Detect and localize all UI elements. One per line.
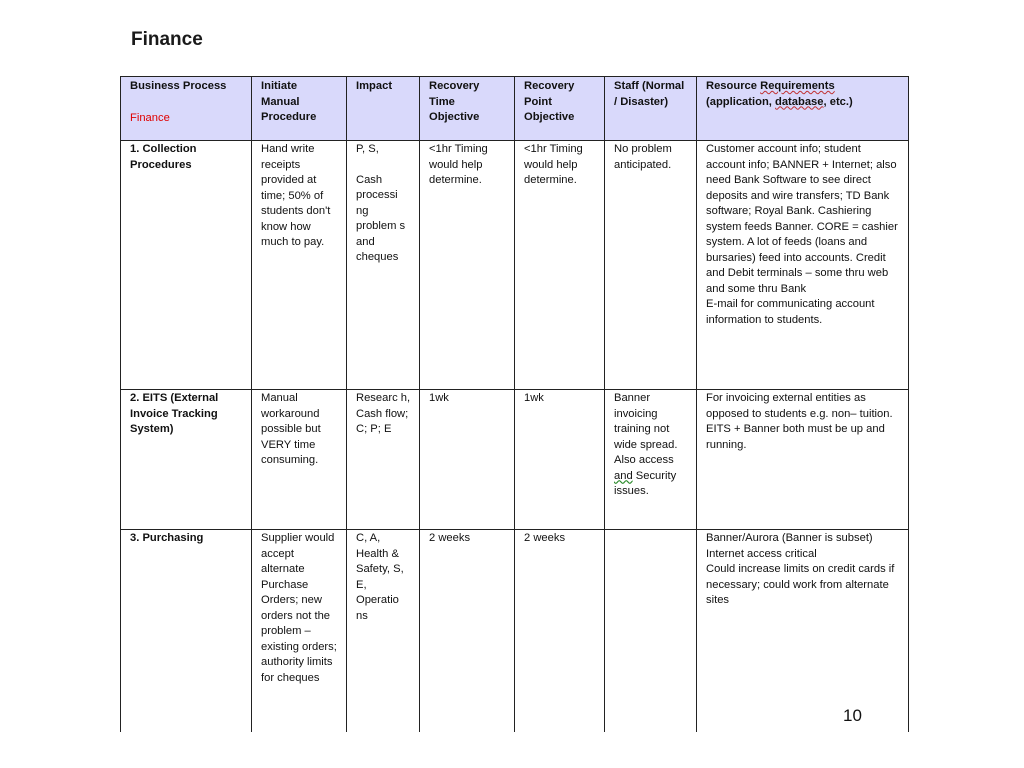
header-resource-prefix: Resource xyxy=(706,80,761,92)
rto-cell: <1hr Timing would help determine. xyxy=(420,141,515,390)
resources-line: Customer account info; student account info; BANNER + Internet; also need Bank Software to see direct deposits and wire transfers; TD Bank software; Royal Bank. Cashiering system feeds Banner. CORE = cashier system. A lot of feeds (loans and bursaries) feed into accounts. Credit and Debit terminals – some thru web and some thru Bank xyxy=(706,143,898,295)
manual-cell: Supplier would accept alternate Purchase Orders; new orders not the problem – existing orders; authority limits for cheques xyxy=(252,530,347,733)
staff-text: Banner invoicing training not wide spread. Also access xyxy=(614,392,678,466)
resources-line: Banner/Aurora (Banner is subset) xyxy=(706,532,873,544)
finance-label: Finance xyxy=(130,111,170,124)
resources-cell xyxy=(697,530,909,733)
header-resource-requirements xyxy=(697,77,909,141)
staff-cell: No problem anticipated. xyxy=(605,141,697,390)
rpo-cell: 2 weeks xyxy=(515,530,605,733)
rto-cell: 2 weeks xyxy=(420,530,515,733)
process-cell: 3. Purchasing xyxy=(121,530,252,733)
resources-cell xyxy=(697,390,909,530)
manual-cell: Manual workaround possible but VERY time consuming. xyxy=(252,390,347,530)
header-initiate-manual: Initiate Manual Procedure xyxy=(252,77,347,141)
header-resource-mid: (application, xyxy=(706,95,775,108)
staff-and-word: and xyxy=(614,469,633,482)
slide-number: 10 xyxy=(843,706,862,725)
resources-cell xyxy=(697,141,909,390)
header-business-process xyxy=(121,77,252,141)
impact-cell xyxy=(347,390,420,530)
header-requirements-word: Requirements xyxy=(760,80,835,92)
resources-line: Internet access critical xyxy=(706,547,817,560)
manual-cell: Hand write receipts provided at time; 50% of students don't know how much to pay. xyxy=(252,141,347,390)
rto-cell: 1wk xyxy=(420,390,515,530)
header-resource-suffix: , etc.) xyxy=(823,95,853,108)
header-rto: Recovery Time Objective xyxy=(420,77,515,141)
header-rpo: Recovery Point Objective xyxy=(515,77,605,141)
table-row xyxy=(121,390,909,530)
table-row xyxy=(121,530,909,733)
staff-cell xyxy=(605,390,697,530)
impact-line: P, S, xyxy=(356,143,379,155)
rpo-cell: 1wk xyxy=(515,390,605,530)
process-cell: 2. EITS (External Invoice Tracking System) xyxy=(121,390,252,530)
header-impact: Impact xyxy=(347,77,420,141)
resources-line: Could increase limits on credit cards if necessary; could work from alternate sites xyxy=(706,563,895,606)
resources-line: E-mail for communicating account information to students. xyxy=(706,298,875,326)
impact-line: C, A, Health & Safety, S, E, Operatio ns xyxy=(356,532,404,622)
finance-recovery-table xyxy=(120,76,909,732)
header-database-word: database xyxy=(775,95,824,108)
table-header-row xyxy=(121,77,909,141)
impact-cell xyxy=(347,530,420,733)
impact-line: Cash processi ng problem s and cheques xyxy=(356,173,406,263)
impact-line xyxy=(356,158,411,173)
staff-text-suffix: Security issues. xyxy=(614,469,677,497)
table-row xyxy=(121,141,909,390)
impact-line: Researc h, Cash flow; C; P; E xyxy=(356,392,411,435)
staff-cell xyxy=(605,530,697,733)
header-staff: Staff (Normal / Disaster) xyxy=(605,77,697,141)
process-cell: 1. Collection Procedures xyxy=(121,141,252,390)
page-title: Finance xyxy=(131,29,203,50)
resources-line: For invoicing external entities as opposed to students e.g. non– tuition. EITS + Banner both must be up and running. xyxy=(706,392,893,451)
header-business-process-label: Business Process xyxy=(130,80,227,92)
rpo-cell: <1hr Timing would help determine. xyxy=(515,141,605,390)
impact-cell xyxy=(347,141,420,390)
